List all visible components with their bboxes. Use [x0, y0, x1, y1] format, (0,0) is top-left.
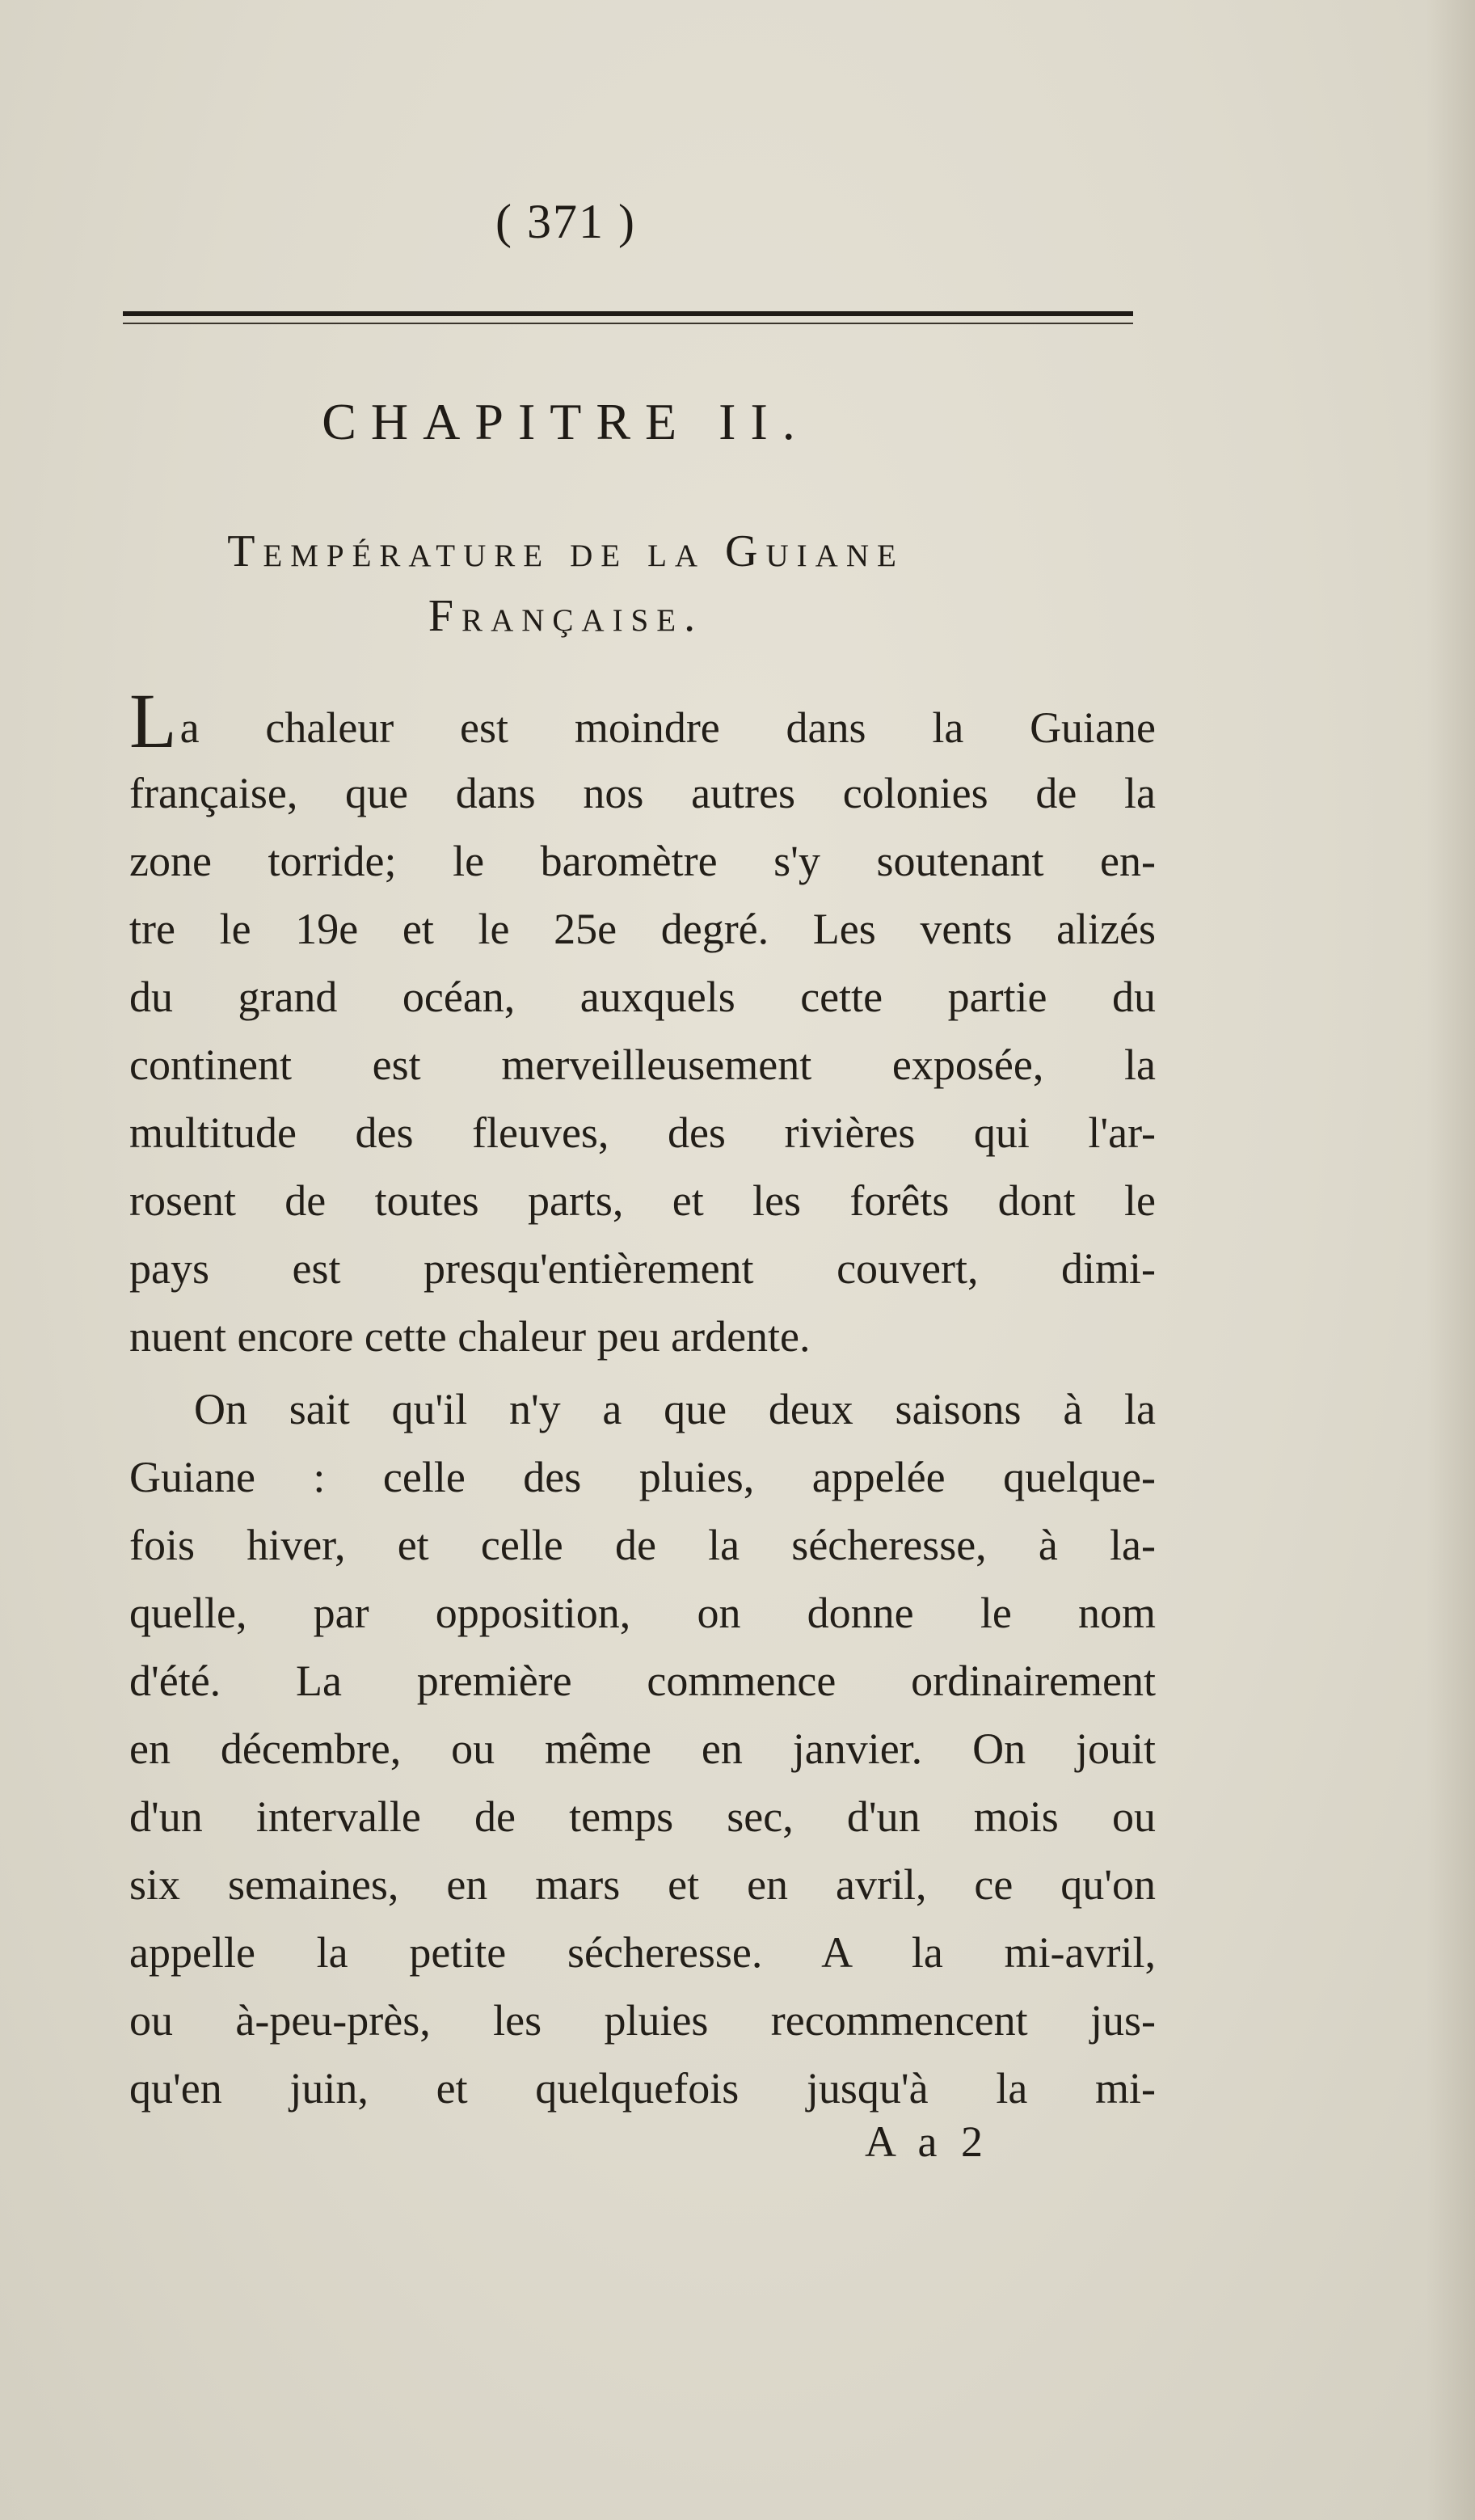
- page-number: ( 371 ): [495, 195, 636, 248]
- paragraph-1-line-1: [129, 677, 1156, 764]
- paragraph-1-line: continent est merveilleusement exposée, la: [129, 1041, 1156, 1089]
- paragraph-1-line: tre le 19e et le 25e degré. Les vents alizés: [129, 905, 1156, 953]
- paragraph-1-line: rosent de toutes parts, et les forêts dont le: [129, 1176, 1156, 1225]
- drop-capital: L: [129, 677, 177, 764]
- header-rule: [123, 311, 1133, 324]
- chapter-subtitle-line-1: Température de la Guiane: [227, 526, 904, 576]
- paragraph-2-line: d'été. La première commence ordinairement: [129, 1657, 1156, 1705]
- paragraph-2-line: ou à-peu-près, les pluies recommencent jus-: [129, 1996, 1156, 2045]
- page-edge-shadow: [1427, 0, 1475, 2520]
- paragraph-2-line: qu'en juin, et quelquefois jusqu'à la mi-: [129, 2064, 1156, 2113]
- paragraph-1-line: pays est presqu'entièrement couvert, dimi-: [129, 1244, 1156, 1293]
- paragraph-2-line: en décembre, ou même en janvier. On jouit: [129, 1724, 1156, 1773]
- catchword-signature: A a 2: [865, 2117, 989, 2166]
- paragraph-2-line: Guiane : celle des pluies, appelée quelque-: [129, 1453, 1156, 1501]
- chapter-heading: CHAPITRE II.: [322, 393, 810, 450]
- paragraph-1-line: zone torride; le baromètre s'y soutenant en-: [129, 837, 1156, 885]
- chapter-subtitle-line-2: Française.: [428, 591, 704, 641]
- paragraph-1-line: du grand océan, auxquels cette partie du: [129, 973, 1156, 1021]
- paragraph-2-line: six semaines, en mars et en avril, ce qu'on: [129, 1860, 1156, 1909]
- paragraph-2-line: quelle, par opposition, on donne le nom: [129, 1589, 1156, 1637]
- paragraph-1-line-1-text: a chaleur est moindre dans la Guiane: [179, 703, 1156, 752]
- paragraph-1-line: nuent encore cette chaleur peu ardente.: [129, 1312, 811, 1361]
- paragraph-2-line: appelle la petite sécheresse. A la mi-avril,: [129, 1928, 1156, 1977]
- paragraph-2-line: On sait qu'il n'y a que deux saisons à la: [194, 1385, 1156, 1433]
- paragraph-2-line: d'un intervalle de temps sec, d'un mois ou: [129, 1792, 1156, 1841]
- paragraph-1-line: française, que dans nos autres colonies de la: [129, 769, 1156, 817]
- paragraph-2-line: fois hiver, et celle de la sécheresse, à la-: [129, 1521, 1156, 1569]
- paragraph-1-line: multitude des fleuves, des rivières qui l'ar-: [129, 1108, 1156, 1157]
